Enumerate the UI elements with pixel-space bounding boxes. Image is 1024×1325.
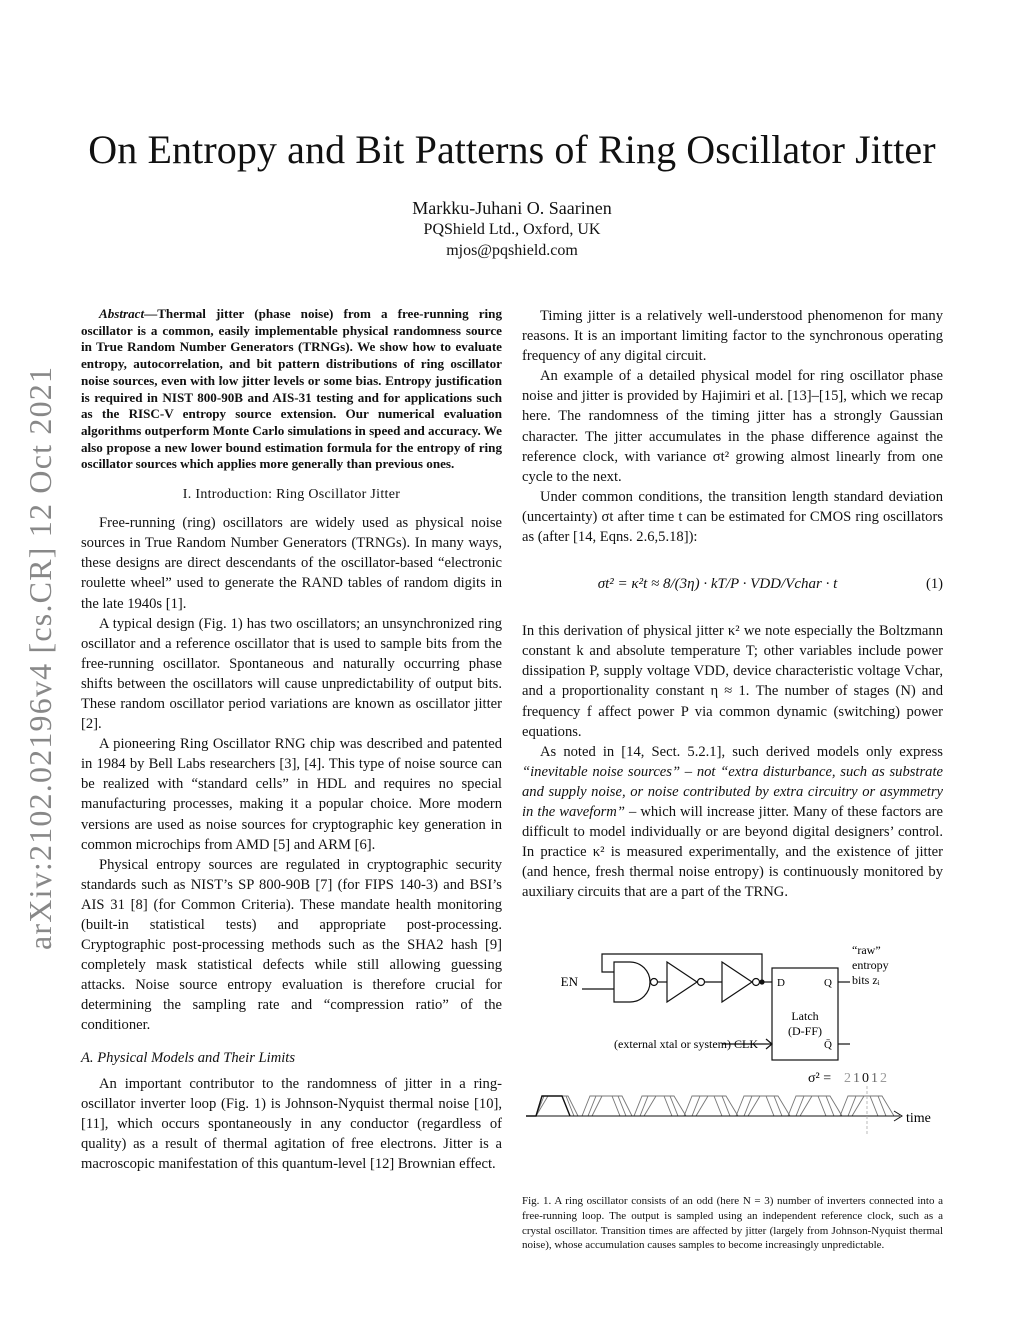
equation-number: (1) bbox=[925, 576, 943, 593]
paper-title: On Entropy and Bit Patterns of Ring Oscillator Jitter bbox=[88, 127, 936, 172]
latch-sub-label: (D-FF) bbox=[787, 1024, 823, 1039]
nand-bubble bbox=[651, 979, 658, 986]
arxiv-stamp: arXiv:2102.02196v4 [cs.CR] 12 Oct 2021 bbox=[22, 365, 58, 950]
nand-gate bbox=[614, 962, 650, 1002]
right-paragraph-1: Timing jitter is a relatively well-understood phenomenon for many reasons. It is an important limiting factor to the synchronous operating frequency of any digital circuit. bbox=[522, 308, 943, 365]
bits-label: bits zᵢ bbox=[852, 973, 880, 988]
sigma-value-2: 1 bbox=[853, 1071, 860, 1087]
inverter-2 bbox=[722, 962, 752, 1002]
feedback-wire bbox=[602, 954, 762, 972]
clk-label: (external xtal or system) CLK bbox=[614, 1037, 758, 1052]
entropy-label: entropy bbox=[852, 958, 889, 973]
jitter-waveform bbox=[526, 1096, 894, 1116]
right-paragraph-3: Under common conditions, the transition length standard deviation (uncertainty) σt after time t can be estimated for CMOS ring oscillators as (after [14, Eqns. 2.6,5.18]): bbox=[522, 488, 943, 546]
figure-1-caption: Fig. 1. A ring oscillator consists of an odd (here N = 3) number of inverters connected into a free-running loop. The output is sampled using an independent reference clock, such as a crystal oscillator. Transition times are affected by jitter (largely from Johnson-Nyquist thermal noise), whose accumulation causes samples to become increasingly unpredictable. bbox=[522, 1195, 943, 1252]
latch-q-label: Q bbox=[824, 977, 832, 990]
inverter-1 bbox=[667, 962, 697, 1002]
right-paragraph-5-quote: “inevitable noise sources” – not “extra disturbance, such as substrate and supply noise, or noise contributed by extra circuitry or asymmetry in the waveform” bbox=[522, 763, 943, 820]
sigma-value-1: 2 bbox=[844, 1071, 851, 1087]
ring-oscillator-diagram bbox=[522, 934, 943, 1194]
right-paragraph-4: In this derivation of physical jitter κ² we note especially the Boltzmann constant k and absolute temperature T; other variables include power dissipation P, supply voltage VDD, device characteristic voltage Vchar, and a proportionality constant η ≈ 1. The number of stages (N) and frequency f affect power P via common dynamic (switching) power equations. bbox=[522, 623, 943, 740]
latch-qbar-label: Q̄ bbox=[824, 1039, 832, 1052]
models-paragraph-1: An important contributor to the randomness of jitter in a ring-oscillator inverter loop (Fig. 1) is Johnson-Nyquist thermal noise [10], [11], which occurs spontaneously in any conductor (regardless of quality) as a result of thermal agitation of free electrons. Jitter is a macroscopic manifestation of this quantum-level [12] Brownian effect. bbox=[81, 1075, 502, 1173]
equation-body: σt² = κ²t ≈ 8/(3η) · kT/P · VDD/Vchar · t bbox=[597, 576, 838, 593]
abstract bbox=[81, 306, 502, 473]
abstract-label: Abstract bbox=[99, 306, 145, 321]
latch-d-label: D bbox=[777, 977, 785, 990]
intro-paragraph-3: A pioneering Ring Oscillator RNG chip was described and patented in 1984 by Bell Labs researchers [3], [4]. This type of noise source can be realized with “standard cells” in HDL and requires no special manufacturing processes, making it a popular choice. More modern versions are used as noise sources for cryptographic key generation in common microchips from AMD [5] and ARM [6]. bbox=[81, 736, 502, 853]
right-paragraph-5-a: As noted in [14, Sect. 5.2.1], such derived models only express bbox=[540, 743, 943, 760]
abstract-text: —Thermal jitter (phase noise) from a free-running ring oscillator is a common, easily implementable physical randomness source in True Random Number Generators (TRNGs). We show how to evaluate entropy, autocorrelation, and bit pattern distributions of ring oscillator noise sources, even with low jitter levels or some bias. Entropy justification is required in NIST 800-90B and AIS-31 testing and for applications such as the RISC-V entropy source extension. Our numerical evaluation algorithms outperform Monte Carlo simulations in speed and accuracy. We also propose a new lower bound estimation formula for the entropy of ring oscillator sources which applies more generally than previous ones. bbox=[81, 306, 502, 472]
author-name: Markku-Juhani O. Saarinen bbox=[412, 198, 612, 218]
right-paragraph-2: An example of a detailed physical model for ring oscillator phase noise and jitter is provided by Hajimiri et al. [13]–[15], which we recap here. The randomness of the timing jitter has a strongly Gaussian character. The jitter accumulates in the phase difference against the reference clock, with variance σt² growing almost linearly from one cycle to the next. bbox=[522, 368, 943, 485]
left-column bbox=[81, 306, 502, 1174]
subsection-heading-models: A. Physical Models and Their Limits bbox=[81, 1049, 296, 1066]
section-heading-intro: I. Introduction: Ring Oscillator Jitter bbox=[182, 487, 401, 503]
intro-paragraph-2: A typical design (Fig. 1) has two oscillators; an unsynchronized ring oscillator and a reference oscillator that is used to sample bits from the free-running oscillator. Spontaneous and naturally occurring phase shifts between the oscillators will cause unpredictability of output bits. These random oscillator period variations are known as oscillator jitter [2]. bbox=[81, 615, 502, 733]
right-paragraph-5 bbox=[522, 742, 943, 903]
right-column bbox=[522, 306, 943, 1253]
sigma-value-4: 1 bbox=[871, 1071, 878, 1087]
sigma-value-3: 0 bbox=[862, 1071, 869, 1087]
author-email: mjos@pqshield.com bbox=[446, 242, 578, 259]
author-affiliation: PQShield Ltd., Oxford, UK bbox=[423, 221, 601, 238]
time-axis-label: time bbox=[906, 1111, 931, 1127]
en-label: EN bbox=[560, 974, 578, 990]
intro-paragraph-4: Physical entropy sources are regulated in cryptographic security standards such as NIST’s SP 800-90B [7] (for FIPS 140-3) and BSI’s AIS 31 [8] (for Common Criteria). These mandate health monitoring (built-in statistical tests) and appropriate post-processing. Cryptographic post-processing methods such as the SHA2 hash [9] completely mask statistical defects while still allowing guessing attacks. Noise source entropy evaluation is therefore crucial for determining the sampling rate and “compression ratio” of the conditioner. bbox=[81, 856, 502, 1034]
intro-paragraph-1: Free-running (ring) oscillators are widely used as physical noise sources in True Random Number Generators (TRNGs). In many ways, these designs are direct descendants of the oscillator-based “electronic roulette wheel” used to generate the RAND tables of random digits in the late 1940s [1]. bbox=[81, 515, 502, 612]
equation-1 bbox=[522, 553, 943, 615]
figure-1 bbox=[522, 934, 943, 1194]
right-paragraph-5-c: – which will increase jitter. Many of these factors are difficult to model individually or are beyond digital designers’ control. In practice κ² is measured experimentally, and the existence of jitter (and hence, fresh thermal noise entropy) is continuously monitored by auxiliary circuits that are a part of the TRNG. bbox=[522, 803, 943, 901]
latch-label: Latch bbox=[791, 1009, 819, 1024]
raw-label: “raw” bbox=[852, 943, 881, 958]
sigma-label: σ² = bbox=[808, 1071, 832, 1087]
author-block bbox=[0, 198, 1024, 261]
sigma-value-5: 2 bbox=[880, 1071, 887, 1087]
